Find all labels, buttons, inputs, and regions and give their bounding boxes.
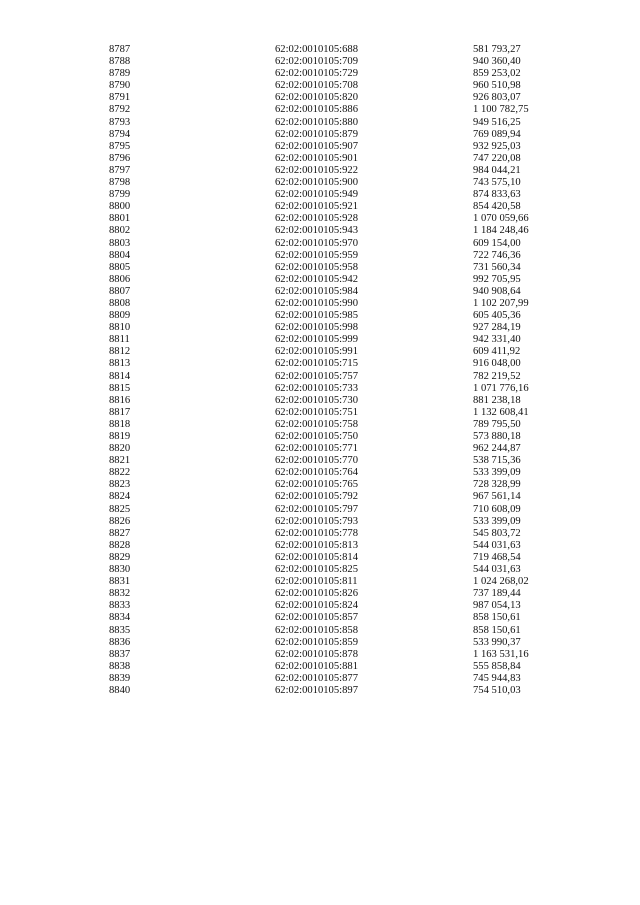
cadastral-number-cell: 62:02:0010105:792 [275,491,358,503]
cadastral-value-cell: 942 331,40 [473,334,521,346]
cadastral-number-cell: 62:02:0010105:879 [275,128,358,140]
cadastral-number-cell: 62:02:0010105:880 [275,116,358,128]
cadastral-number-cell: 62:02:0010105:813 [275,539,358,551]
row-number-cell: 8789 [109,68,131,80]
cadastral-value-cell: 949 516,25 [473,116,521,128]
cadastral-value-cell: 745 944,83 [473,672,521,684]
cadastral-value-cell: 881 238,18 [473,394,521,406]
row-number-cell: 8830 [109,564,131,576]
cadastral-value-cell: 545 803,72 [473,527,521,539]
row-number-cell: 8813 [109,358,131,370]
row-number-cell: 8839 [109,672,131,684]
table-row [0,540,640,552]
row-number-cell: 8836 [109,636,131,648]
row-number-cell: 8794 [109,128,131,140]
cadastral-value-cell: 533 990,37 [473,636,521,648]
cadastral-value-cell: 728 328,99 [473,479,521,491]
cadastral-number-cell: 62:02:0010105:730 [275,394,358,406]
cadastral-number-cell: 62:02:0010105:897 [275,684,358,696]
cadastral-value-cell: 555 858,84 [473,660,521,672]
row-number-cell: 8821 [109,455,131,467]
table-row [0,56,640,68]
table-row [0,685,640,697]
row-number-cell: 8802 [109,225,131,237]
table-row [0,44,640,56]
row-number-cell: 8823 [109,479,131,491]
row-number-cell: 8827 [109,527,131,539]
row-number-cell: 8814 [109,370,131,382]
cadastral-value-cell: 962 244,87 [473,443,521,455]
row-number-cell: 8796 [109,152,131,164]
cadastral-value-cell: 769 089,94 [473,128,521,140]
row-number-cell: 8807 [109,285,131,297]
cadastral-value-table [0,44,640,697]
row-number-cell: 8835 [109,624,131,636]
cadastral-number-cell: 62:02:0010105:778 [275,527,358,539]
table-row [0,286,640,298]
cadastral-value-cell: 859 253,02 [473,68,521,80]
row-number-cell: 8837 [109,648,131,660]
table-row [0,238,640,250]
cadastral-number-cell: 62:02:0010105:943 [275,225,358,237]
cadastral-value-cell: 533 399,09 [473,467,521,479]
table-row [0,346,640,358]
cadastral-value-cell: 854 420,58 [473,201,521,213]
table-row [0,419,640,431]
row-number-cell: 8795 [109,140,131,152]
cadastral-number-cell: 62:02:0010105:900 [275,177,358,189]
table-row [0,371,640,383]
cadastral-number-cell: 62:02:0010105:921 [275,201,358,213]
table-row [0,117,640,129]
table-row [0,80,640,92]
cadastral-value-cell: 719 468,54 [473,551,521,563]
cadastral-value-cell: 722 746,36 [473,249,521,261]
table-row [0,92,640,104]
cadastral-number-cell: 62:02:0010105:985 [275,310,358,322]
table-row [0,358,640,370]
cadastral-value-cell: 926 803,07 [473,92,521,104]
cadastral-number-cell: 62:02:0010105:826 [275,588,358,600]
row-number-cell: 8826 [109,515,131,527]
row-number-cell: 8824 [109,491,131,503]
table-row [0,395,640,407]
cadastral-value-cell: 544 031,63 [473,564,521,576]
cadastral-value-cell: 932 925,03 [473,140,521,152]
cadastral-value-cell: 992 705,95 [473,273,521,285]
cadastral-value-cell: 1 100 782,75 [473,104,529,116]
row-number-cell: 8817 [109,406,131,418]
cadastral-number-cell: 62:02:0010105:750 [275,431,358,442]
table-row [0,673,640,685]
cadastral-value-cell: 573 880,18 [473,431,521,442]
cadastral-value-cell: 1 102 207,99 [473,297,529,309]
row-number-cell: 8834 [109,612,131,624]
cadastral-number-cell: 62:02:0010105:729 [275,68,358,80]
table-row [0,213,640,225]
cadastral-value-cell: 605 405,36 [473,310,521,322]
cadastral-value-cell: 1 163 531,16 [473,648,529,660]
cadastral-value-cell: 940 908,64 [473,285,521,297]
cadastral-value-cell: 967 561,14 [473,491,521,503]
table-row [0,177,640,189]
table-row [0,153,640,165]
cadastral-number-cell: 62:02:0010105:881 [275,660,358,672]
table-row [0,68,640,80]
row-number-cell: 8832 [109,588,131,600]
table-row [0,322,640,334]
row-number-cell: 8788 [109,56,131,68]
row-number-cell: 8820 [109,443,131,455]
table-row [0,443,640,455]
table-row [0,661,640,673]
cadastral-number-cell: 62:02:0010105:857 [275,612,358,624]
row-number-cell: 8838 [109,660,131,672]
row-number-cell: 8822 [109,467,131,479]
row-number-cell: 8801 [109,213,131,225]
cadastral-value-cell: 538 715,36 [473,455,521,467]
cadastral-number-cell: 62:02:0010105:688 [275,44,358,55]
table-row [0,383,640,395]
cadastral-number-cell: 62:02:0010105:733 [275,382,358,394]
table-row [0,104,640,116]
cadastral-number-cell: 62:02:0010105:886 [275,104,358,116]
table-row [0,649,640,661]
table-row [0,516,640,528]
cadastral-value-cell: 533 399,09 [473,515,521,527]
table-row [0,129,640,141]
table-row [0,588,640,600]
row-number-cell: 8818 [109,418,131,430]
cadastral-value-cell: 1 132 608,41 [473,406,529,418]
cadastral-number-cell: 62:02:0010105:709 [275,56,358,68]
row-number-cell: 8816 [109,394,131,406]
row-number-cell: 8828 [109,539,131,551]
cadastral-number-cell: 62:02:0010105:922 [275,164,358,176]
row-number-cell: 8793 [109,116,131,128]
cadastral-value-cell: 782 219,52 [473,370,521,382]
table-row [0,225,640,237]
cadastral-number-cell: 62:02:0010105:970 [275,237,358,249]
table-row [0,274,640,286]
row-number-cell: 8791 [109,92,131,104]
row-number-cell: 8792 [109,104,131,116]
table-row [0,250,640,262]
cadastral-number-cell: 62:02:0010105:984 [275,285,358,297]
row-number-cell: 8810 [109,322,131,334]
cadastral-number-cell: 62:02:0010105:814 [275,551,358,563]
row-number-cell: 8809 [109,310,131,322]
table-row [0,431,640,443]
row-number-cell: 8808 [109,297,131,309]
row-number-cell: 8797 [109,164,131,176]
row-number-cell: 8831 [109,576,131,588]
row-number-cell: 8804 [109,249,131,261]
cadastral-value-cell: 858 150,61 [473,612,521,624]
cadastral-number-cell: 62:02:0010105:771 [275,443,358,455]
cadastral-number-cell: 62:02:0010105:708 [275,80,358,92]
cadastral-number-cell: 62:02:0010105:928 [275,213,358,225]
table-row [0,262,640,274]
table-row [0,189,640,201]
table-row [0,564,640,576]
row-number-cell: 8815 [109,382,131,394]
row-number-cell: 8812 [109,346,131,358]
row-number-cell: 8805 [109,261,131,273]
cadastral-value-cell: 544 031,63 [473,539,521,551]
cadastral-value-cell: 581 793,27 [473,44,521,55]
cadastral-value-cell: 927 284,19 [473,322,521,334]
table-row [0,479,640,491]
table-row [0,552,640,564]
cadastral-value-cell: 874 833,63 [473,189,521,201]
cadastral-value-cell: 960 510,98 [473,80,521,92]
cadastral-number-cell: 62:02:0010105:999 [275,334,358,346]
cadastral-number-cell: 62:02:0010105:959 [275,249,358,261]
table-row [0,504,640,516]
cadastral-number-cell: 62:02:0010105:770 [275,455,358,467]
cadastral-number-cell: 62:02:0010105:942 [275,273,358,285]
table-row [0,165,640,177]
cadastral-number-cell: 62:02:0010105:877 [275,672,358,684]
cadastral-number-cell: 62:02:0010105:758 [275,418,358,430]
row-number-cell: 8829 [109,551,131,563]
cadastral-number-cell: 62:02:0010105:859 [275,636,358,648]
cadastral-number-cell: 62:02:0010105:991 [275,346,358,358]
table-row [0,298,640,310]
cadastral-number-cell: 62:02:0010105:824 [275,600,358,612]
cadastral-value-cell: 731 560,34 [473,261,521,273]
row-number-cell: 8787 [109,44,131,55]
cadastral-number-cell: 62:02:0010105:878 [275,648,358,660]
row-number-cell: 8803 [109,237,131,249]
cadastral-number-cell: 62:02:0010105:901 [275,152,358,164]
cadastral-value-cell: 747 220,08 [473,152,521,164]
row-number-cell: 8833 [109,600,131,612]
table-row [0,141,640,153]
row-number-cell: 8790 [109,80,131,92]
cadastral-value-cell: 1 184 248,46 [473,225,529,237]
cadastral-number-cell: 62:02:0010105:858 [275,624,358,636]
cadastral-number-cell: 62:02:0010105:820 [275,92,358,104]
table-row [0,600,640,612]
cadastral-number-cell: 62:02:0010105:764 [275,467,358,479]
cadastral-number-cell: 62:02:0010105:907 [275,140,358,152]
table-row [0,625,640,637]
cadastral-value-cell: 916 048,00 [473,358,521,370]
cadastral-number-cell: 62:02:0010105:949 [275,189,358,201]
table-row [0,310,640,322]
row-number-cell: 8840 [109,684,131,696]
row-number-cell: 8825 [109,503,131,515]
cadastral-number-cell: 62:02:0010105:715 [275,358,358,370]
cadastral-value-cell: 940 360,40 [473,56,521,68]
table-row [0,576,640,588]
table-row [0,407,640,419]
row-number-cell: 8798 [109,177,131,189]
cadastral-value-cell: 737 189,44 [473,588,521,600]
row-number-cell: 8806 [109,273,131,285]
table-row [0,491,640,503]
cadastral-number-cell: 62:02:0010105:990 [275,297,358,309]
cadastral-value-cell: 609 154,00 [473,237,521,249]
table-row [0,528,640,540]
cadastral-value-cell: 609 411,92 [473,346,521,358]
cadastral-value-cell: 1 024 268,02 [473,576,529,588]
cadastral-number-cell: 62:02:0010105:793 [275,515,358,527]
row-number-cell: 8800 [109,201,131,213]
table-row [0,201,640,213]
cadastral-value-cell: 1 070 059,66 [473,213,529,225]
cadastral-number-cell: 62:02:0010105:825 [275,564,358,576]
table-row [0,637,640,649]
cadastral-value-cell: 789 795,50 [473,418,521,430]
cadastral-value-cell: 984 044,21 [473,164,521,176]
row-number-cell: 8799 [109,189,131,201]
cadastral-value-cell: 743 575,10 [473,177,521,189]
cadastral-number-cell: 62:02:0010105:797 [275,503,358,515]
cadastral-number-cell: 62:02:0010105:811 [275,576,358,588]
cadastral-number-cell: 62:02:0010105:765 [275,479,358,491]
cadastral-value-cell: 858 150,61 [473,624,521,636]
cadastral-number-cell: 62:02:0010105:958 [275,261,358,273]
cadastral-value-cell: 987 054,13 [473,600,521,612]
table-row [0,467,640,479]
cadastral-number-cell: 62:02:0010105:998 [275,322,358,334]
table-row [0,612,640,624]
cadastral-value-cell: 710 608,09 [473,503,521,515]
row-number-cell: 8811 [109,334,130,346]
table-row [0,455,640,467]
cadastral-number-cell: 62:02:0010105:751 [275,406,358,418]
cadastral-number-cell: 62:02:0010105:757 [275,370,358,382]
cadastral-value-cell: 1 071 776,16 [473,382,529,394]
cadastral-value-cell: 754 510,03 [473,684,521,696]
table-row [0,334,640,346]
row-number-cell: 8819 [109,431,131,442]
